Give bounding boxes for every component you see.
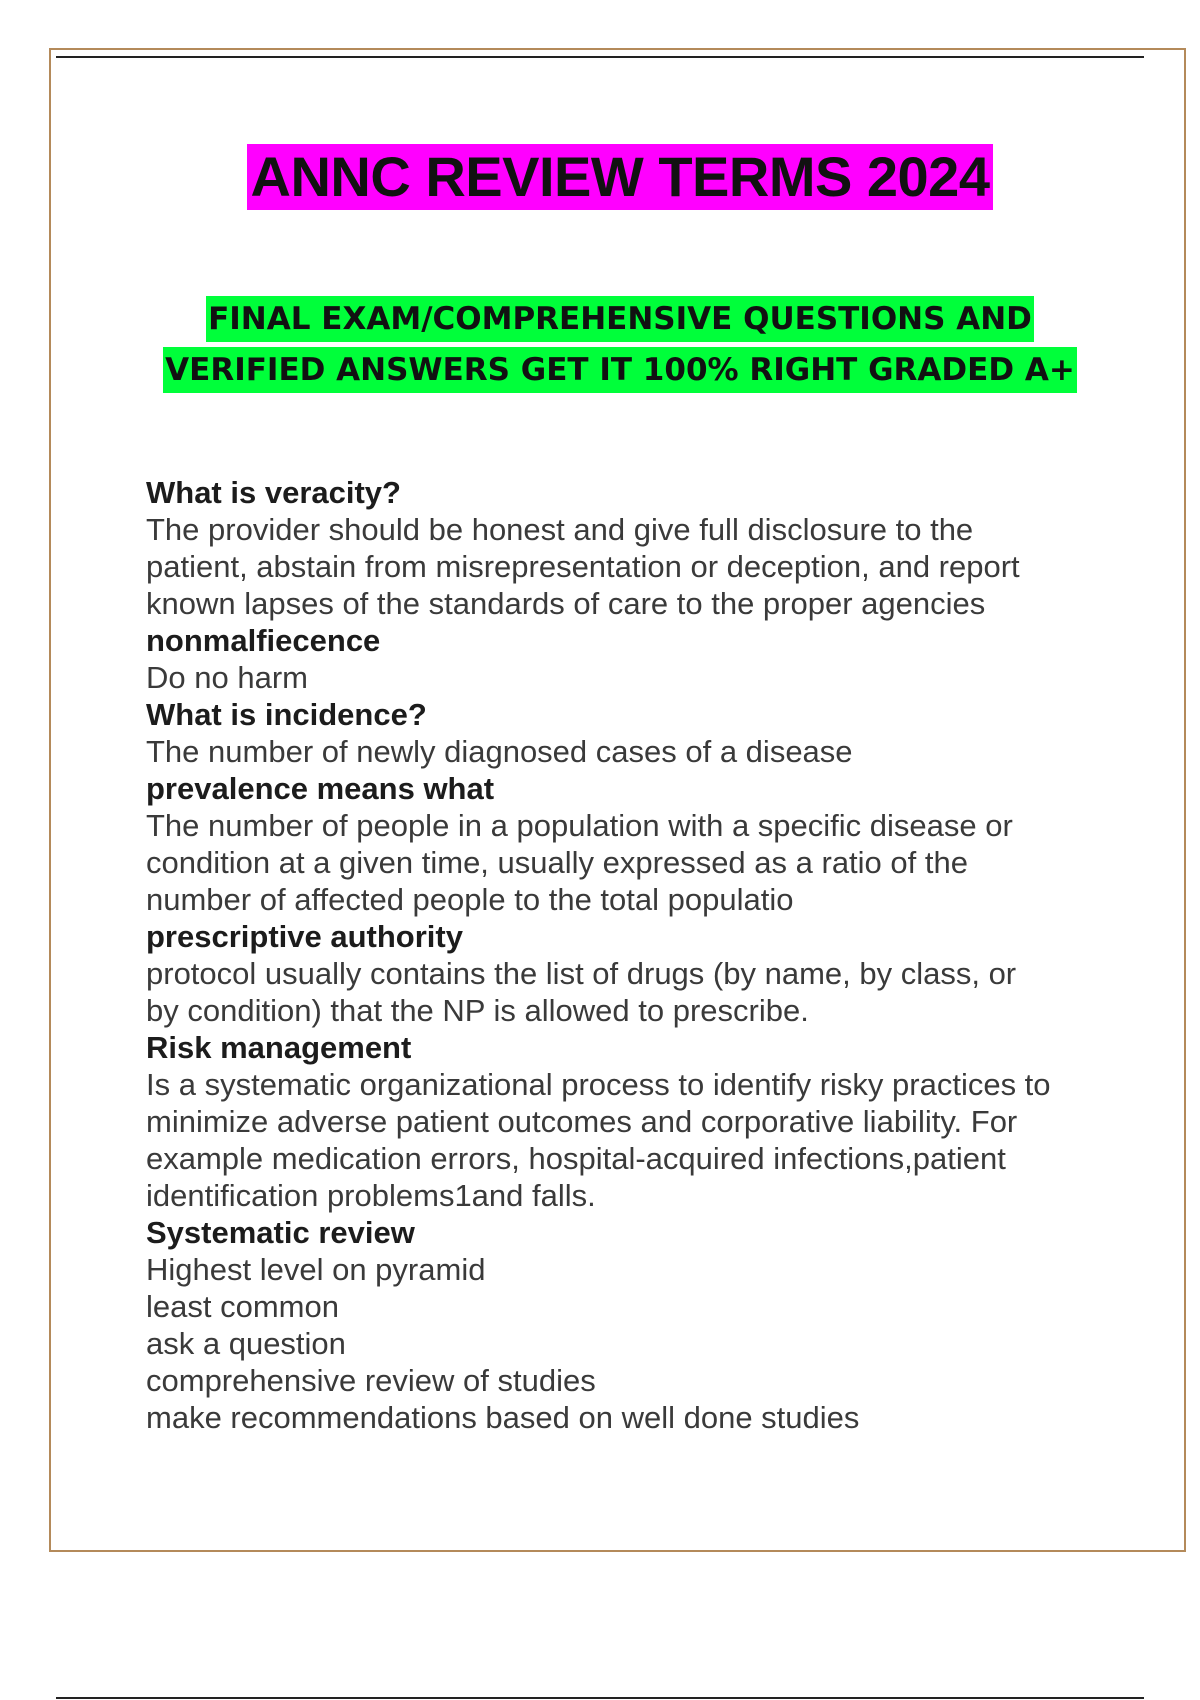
qa-list [146, 474, 1146, 1436]
definition-line: Is a systematic organizational process to identify risky practices to [146, 1067, 1051, 1102]
subtitle-line-1: FINAL EXAM/COMPREHENSIVE QUESTIONS AND [206, 296, 1034, 342]
definition-line: make recommendations based on well done studies [146, 1400, 860, 1435]
qa-entry [146, 918, 1146, 1029]
qa-entry [146, 770, 1146, 918]
definition-line: comprehensive review of studies [146, 1363, 596, 1398]
definition-line: number of affected people to the total populatio [146, 882, 794, 917]
top-rule [56, 56, 1144, 58]
definition-line: ask a question [146, 1326, 346, 1361]
term-heading: prevalence means what [146, 771, 495, 806]
term-heading: What is veracity? [146, 475, 401, 510]
definition-line: The number of newly diagnosed cases of a disease [146, 734, 853, 769]
qa-entry [146, 622, 1146, 696]
document-title: ANNC REVIEW TERMS 2024 [247, 144, 994, 210]
definition-line: Do no harm [146, 660, 308, 695]
definition-line: The number of people in a population with a specific disease or [146, 808, 1013, 843]
qa-entry [146, 1214, 1146, 1436]
bottom-rule [56, 1697, 1144, 1699]
qa-entry [146, 474, 1146, 622]
term-heading: Systematic review [146, 1215, 415, 1250]
definition-line: identification problems1and falls. [146, 1178, 596, 1213]
definition-line: minimize adverse patient outcomes and corporative liability. For [146, 1104, 1018, 1139]
qa-entry [146, 1029, 1146, 1214]
term-heading: Risk management [146, 1030, 412, 1065]
definition-line: least common [146, 1289, 339, 1324]
definition-line: known lapses of the standards of care to the proper agencies [146, 586, 986, 621]
definition-line: condition at a given time, usually expressed as a ratio of the [146, 845, 968, 880]
title-container [0, 144, 1200, 210]
definition-line: example medication errors, hospital-acquired infections,patient [146, 1141, 1006, 1176]
term-heading: nonmalfiecence [146, 623, 381, 658]
definition-line: protocol usually contains the list of drugs (by name, by class, or [146, 956, 1017, 991]
subtitle-container [0, 296, 1200, 398]
definition-line: patient, abstain from misrepresentation or deception, and report [146, 549, 1020, 584]
definition-line: by condition) that the NP is allowed to prescribe. [146, 993, 809, 1028]
qa-entry [146, 696, 1146, 770]
term-heading: What is incidence? [146, 697, 427, 732]
definition-line: Highest level on pyramid [146, 1252, 486, 1287]
term-heading: prescriptive authority [146, 919, 463, 954]
definition-line: The provider should be honest and give full disclosure to the [146, 512, 974, 547]
subtitle-line-2: VERIFIED ANSWERS GET IT 100% RIGHT GRADED A+ [163, 347, 1077, 393]
